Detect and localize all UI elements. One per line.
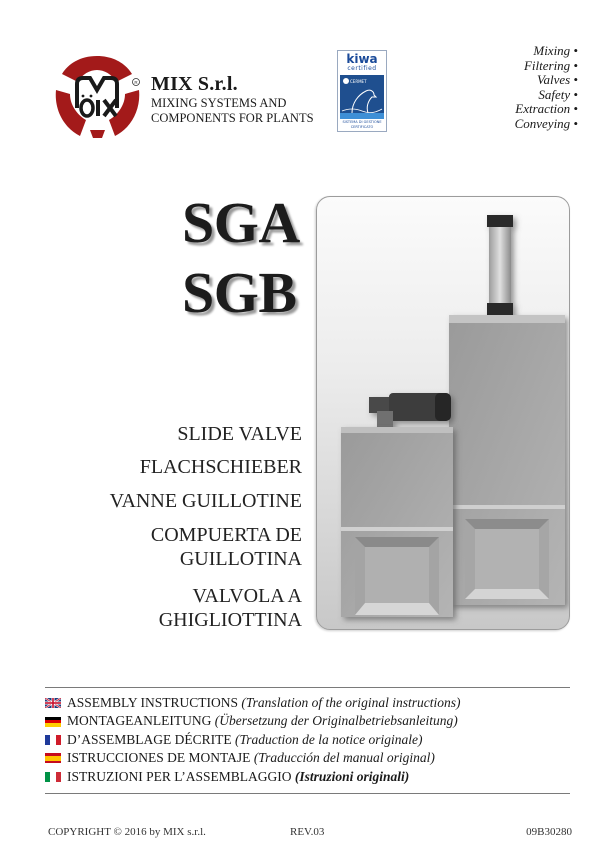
uk-flag-icon	[45, 698, 61, 708]
spain-flag-icon	[45, 753, 61, 763]
mix-logo	[50, 50, 145, 140]
kiwa-certified-label: certified	[347, 65, 377, 72]
instruction-title: ISTRUZIONI PER L’ASSEMBLAGGIO	[67, 768, 292, 784]
instruction-title: D’ASSEMBLAGE DÉCRITE	[67, 731, 232, 747]
instruction-title: ASSEMBLY INSTRUCTIONS	[67, 695, 239, 710]
kiwa-wordmark: kiwa	[346, 52, 378, 66]
svg-text:CERMET: CERMET	[350, 79, 367, 84]
activities-list	[515, 44, 578, 132]
product-name-de: FLACHSCHIEBER	[139, 456, 302, 478]
divider-top	[45, 687, 570, 688]
instruction-row-en	[45, 694, 460, 712]
document-code: 09B30280	[526, 826, 572, 838]
activity-item: Filtering •	[515, 59, 578, 74]
svg-text:R: R	[134, 80, 138, 85]
product-name-it-line2: GHIGLIOTTINA	[158, 609, 302, 631]
product-name-en: SLIDE VALVE	[177, 423, 302, 445]
instruction-note: (Traducción del manual original)	[253, 750, 435, 766]
activity-item: Conveying •	[515, 117, 578, 132]
instruction-row-es	[45, 749, 460, 767]
activity-item: Safety •	[515, 88, 578, 103]
activity-item: Extraction •	[515, 102, 578, 117]
activity-item: Valves •	[515, 73, 578, 88]
product-name-it-line1: VALVOLA A	[192, 585, 302, 607]
kiwa-certification-badge	[337, 50, 387, 132]
activity-item: Mixing •	[515, 44, 578, 59]
company-tagline: MIXING SYSTEMS AND	[151, 96, 287, 110]
mix-logo-icon	[50, 50, 145, 140]
germany-flag-icon	[45, 717, 61, 727]
slide-valves-illustration	[317, 197, 569, 629]
instruction-title: MONTAGEANLEITUNG	[67, 713, 212, 729]
instruction-row-de	[45, 712, 460, 730]
product-title-sga: SGA	[182, 190, 300, 255]
product-name-es-line2: GUILLOTINA	[179, 548, 302, 570]
instructions-list	[45, 694, 460, 786]
italy-flag-icon	[45, 772, 61, 782]
instruction-row-fr	[45, 731, 460, 749]
copyright-text: COPYRIGHT © 2016 by MIX s.r.l.	[48, 826, 206, 838]
revision-text: REV.03	[290, 826, 325, 838]
kiwa-caption: SISTEMA DI GESTIONE CERTIFICATO	[342, 120, 382, 129]
instruction-note: (Istruzioni originali)	[294, 768, 410, 784]
instruction-note: (Translation of the original instructions)	[241, 695, 461, 710]
company-name: MIX S.r.l.	[151, 73, 238, 95]
product-name-es-line1: COMPUERTA DE	[150, 524, 302, 546]
product-title-sgb: SGB	[182, 260, 297, 325]
divider-bottom	[45, 793, 570, 794]
instruction-row-it	[45, 768, 460, 786]
product-photo	[316, 196, 570, 630]
instruction-note: (Traduction de la notice originale)	[235, 731, 423, 747]
france-flag-icon	[45, 735, 61, 745]
instruction-title: ISTRUCCIONES DE MONTAJE	[67, 750, 251, 766]
product-name-fr: VANNE GUILLOTINE	[109, 490, 302, 512]
company-tagline: COMPONENTS FOR PLANTS	[151, 111, 314, 125]
cermet-mark	[340, 75, 384, 119]
instruction-note: (Übersetzung der Originalbetriebsanleitung)	[214, 713, 458, 729]
kiwa-bird-icon	[340, 75, 384, 119]
